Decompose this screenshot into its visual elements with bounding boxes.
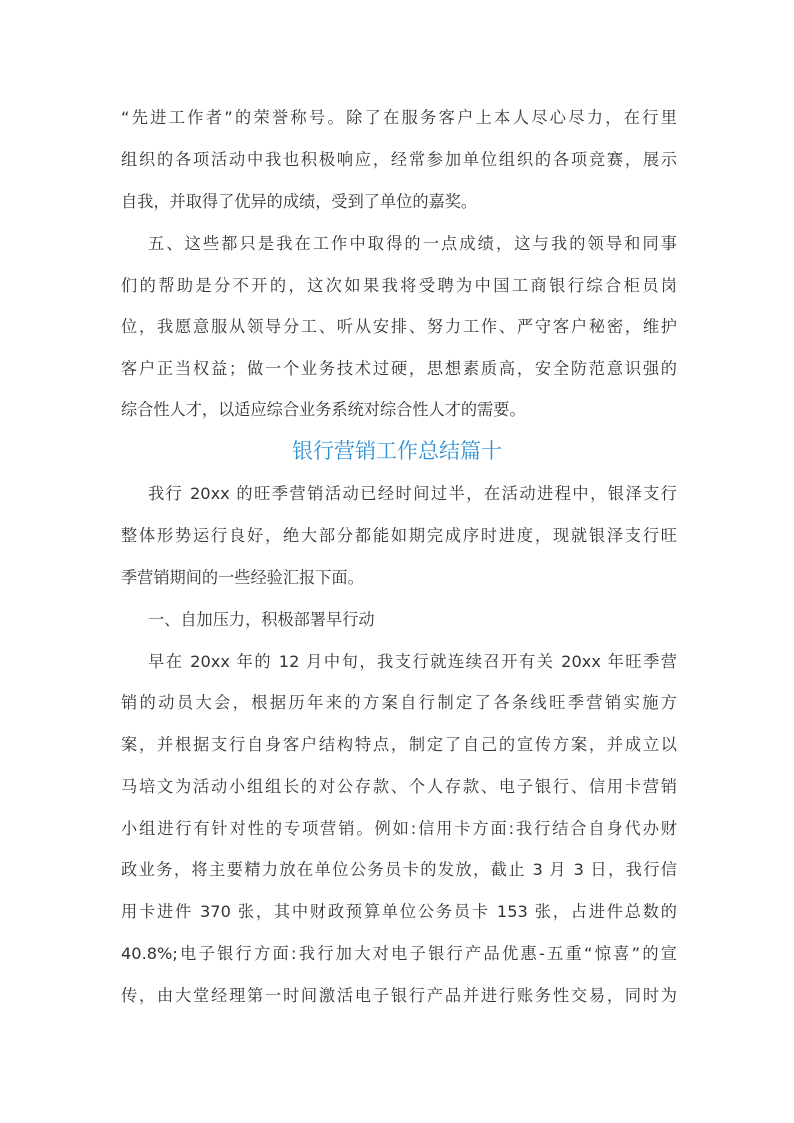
paragraph-line: 用卡进件 370 张，其中财政预算单位公务员卡 153 张，占进件总数的 [121,902,677,921]
paragraph-line: 马培文为活动小组组长的对公存款、个人存款、电子银行、信用卡营销 [121,777,677,796]
section-heading: 银行营销工作总结篇十 [292,439,502,463]
paragraph-line: 客户正当权益；做一个业务技术过硬，思想素质高，安全防范意识强的 [121,359,677,378]
paragraph-line: 政业务，将主要精力放在单位公务员卡的发放，截止 3 月 3 日，我行信 [121,860,677,879]
paragraph-line: 位，我愿意服从领导分工、听从安排、努力工作、严守客户秘密，维护 [121,317,677,336]
paragraph-line: 传，由大堂经理第一时间激活电子银行产品并进行账务性交易，同时为 [121,986,677,1005]
paragraph-line: 们的帮助是分不开的，这次如果我将受聘为中国工商银行综合柜员岗 [121,276,677,295]
paragraph-line: 自我，并取得了优异的成绩，受到了单位的嘉奖。 [121,192,478,211]
paragraph-line: 早在 20xx 年的 12 月中旬，我支行就连续召开有关 20xx 年旺季营 [148,652,677,671]
paragraph-line: 五、这些都只是我在工作中取得的一点成绩，这与我的领导和同事 [148,234,677,253]
paragraph-line: 小组进行有针对性的专项营销。例如:信用卡方面:我行结合自身代办财 [121,819,677,838]
paragraph-line: 40.8%;电子银行方面:我行加大对电子银行产品优惠-五重“惊喜”的宣 [121,944,677,963]
paragraph-line: 季营销期间的一些经验汇报下面。 [121,568,364,587]
subheading-line: 一、自加压力，积极部署早行动 [148,610,375,629]
paragraph-line: 案，并根据支行自身客户结构特点，制定了自己的宣传方案，并成立以 [121,735,677,754]
paragraph-line: 销的动员大会，根据历年来的方案自行制定了各条线旺季营销实施方 [121,693,677,712]
paragraph-line: 综合性人才，以适应综合业务系统对综合性人才的需要。 [121,400,526,419]
paragraph-line: 我行 20xx 的旺季营销活动已经时间过半，在活动进程中，银泽支行 [148,484,677,503]
paragraph-line: 整体形势运行良好，绝大部分都能如期完成序时进度，现就银泽支行旺 [121,526,677,545]
paragraph-line: “先进工作者”的荣誉称号。除了在服务客户上本人尽心尽力，在行里 [121,108,677,127]
paragraph-line: 组织的各项活动中我也积极响应，经常参加单位组织的各项竞赛，展示 [121,150,677,169]
